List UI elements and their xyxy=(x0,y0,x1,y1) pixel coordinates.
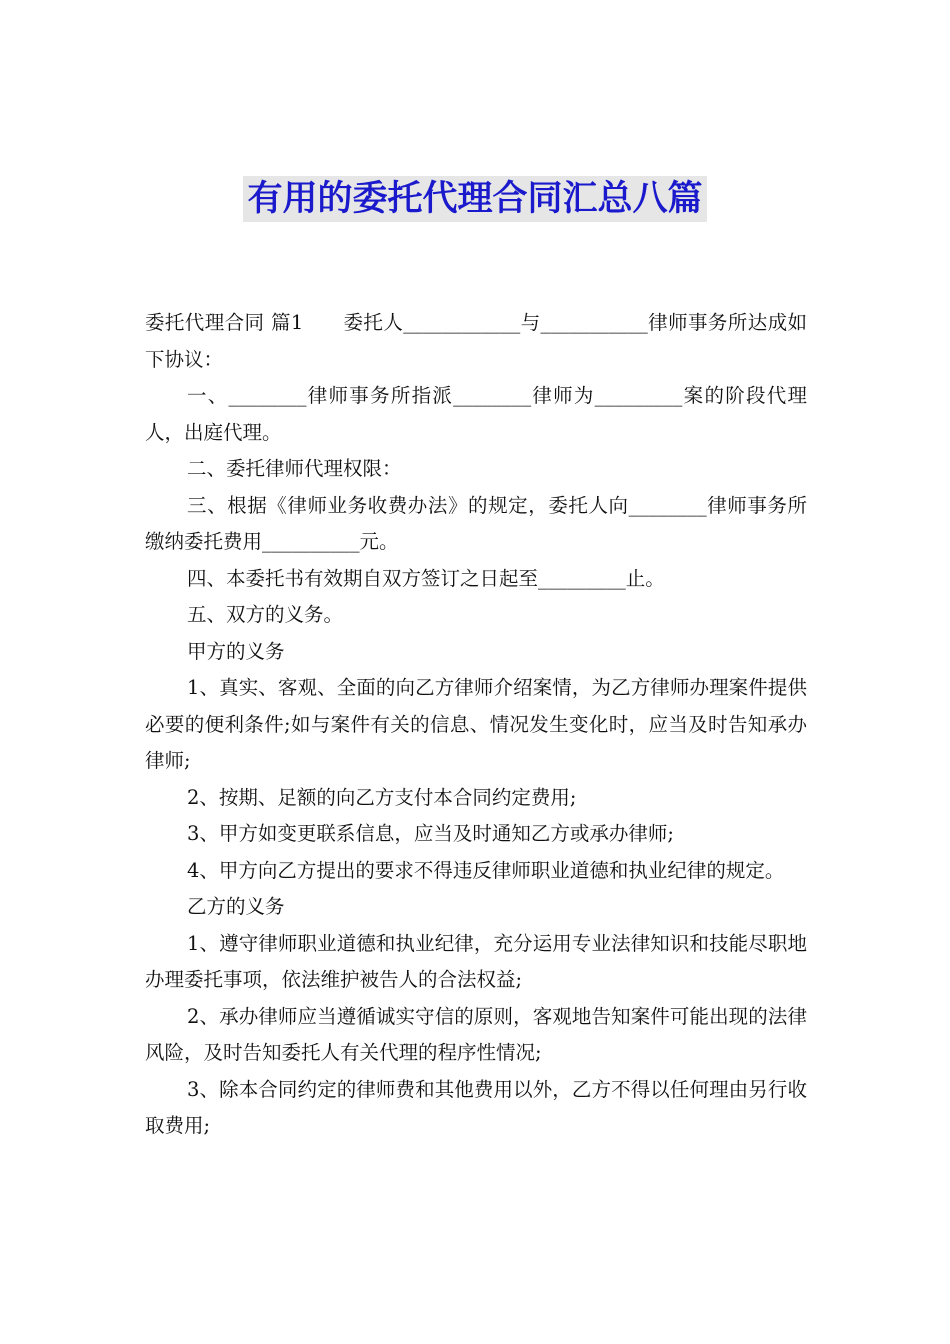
title-container xyxy=(0,176,950,222)
document-title: 有用的委托代理合同汇总八篇 xyxy=(243,176,706,222)
list-item: 2、按期、足额的向乙方支付本合同约定费用; xyxy=(187,785,577,809)
section-heading: 乙方的义务 xyxy=(187,895,285,918)
paragraph: 委托代理合同 篇1 委托人____________与___________律师事务所达成如下协议： xyxy=(145,311,807,371)
list-item: 3、除本合同约定的律师费和其他费用以外，乙方不得以任何理由另行收取费用; xyxy=(145,1077,807,1137)
document-body xyxy=(145,305,807,1145)
paragraph: 三、根据《律师业务收费办法》的规定，委托人向________律师事务所缴纳委托费用__________元。 xyxy=(145,493,807,553)
section-heading: 甲方的义务 xyxy=(187,639,285,663)
list-item: 4、甲方向乙方提出的要求不得违反律师职业道德和执业纪律的规定。 xyxy=(187,858,785,882)
paragraph: 一、________律师事务所指派________律师为_________案的阶段代理人，出庭代理。 xyxy=(145,384,807,444)
list-item: 1、遵守律师职业道德和执业纪律，充分运用专业法律知识和技能尽职地办理委托事项，依法维护被告人的合法权益; xyxy=(145,931,807,991)
list-item: 3、甲方如变更联系信息，应当及时通知乙方或承办律师; xyxy=(187,822,674,845)
paragraph: 五、双方的义务。 xyxy=(187,603,344,626)
paragraph: 二、委托律师代理权限： xyxy=(187,457,402,480)
list-item: 2、承办律师应当遵循诚实守信的原则，客观地告知案件可能出现的法律风险，及时告知委托人有关代理的程序性情况; xyxy=(145,1004,807,1064)
list-item: 1、真实、客观、全面的向乙方律师介绍案情，为乙方律师办理案件提供必要的便利条件;如与案件有关的信息、情况发生变化时，应当及时告知承办律师; xyxy=(145,676,807,772)
paragraph: 四、本委托书有效期自双方签订之日起至_________止。 xyxy=(187,566,665,590)
